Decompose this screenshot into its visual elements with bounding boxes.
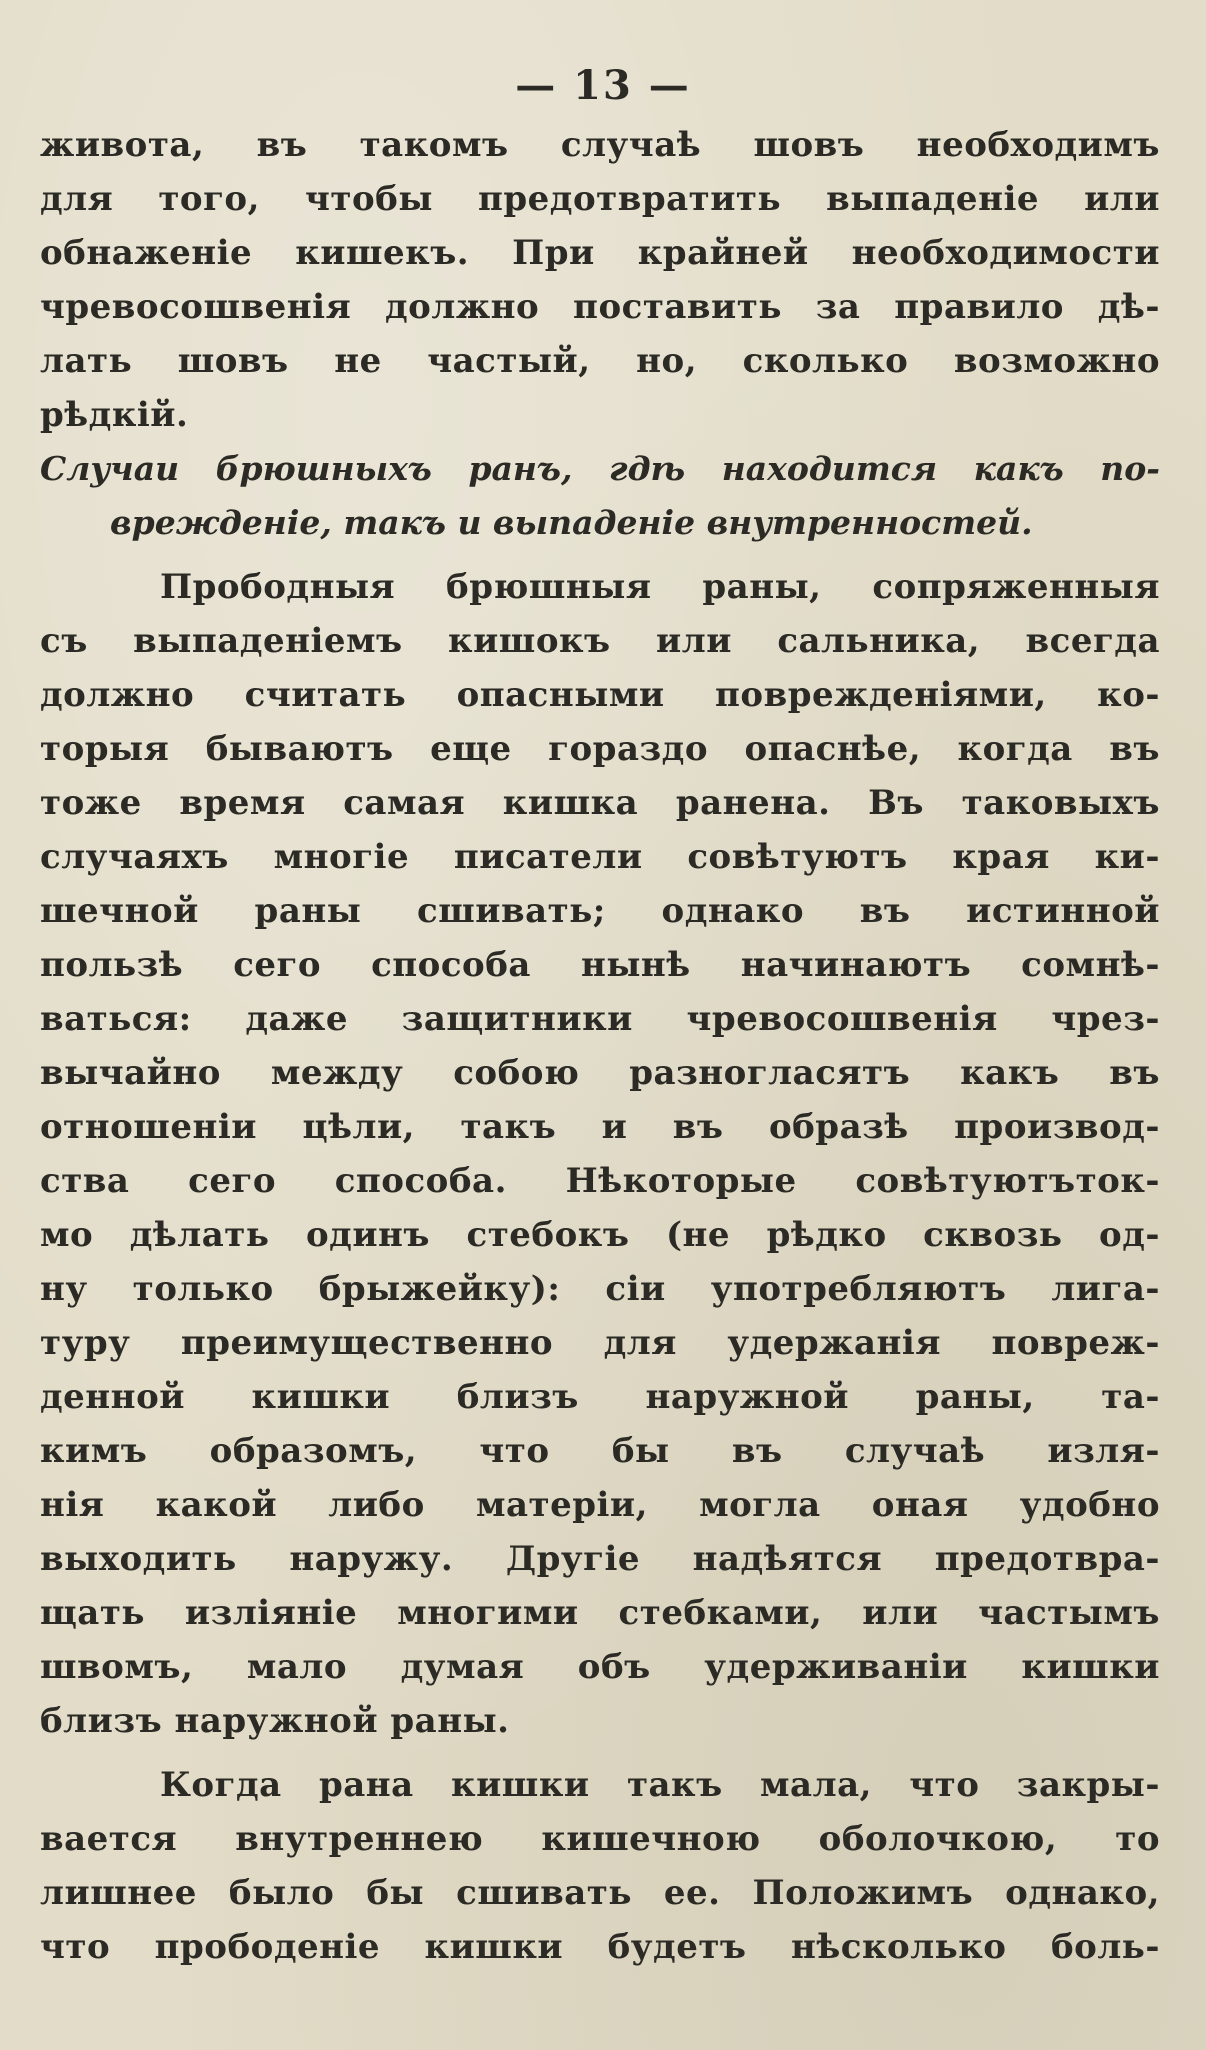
text-line: вается внутреннею кишечною оболочкою, то xyxy=(40,1819,1160,1859)
text-line: съ выпаденіемъ кишокъ или сальника, всегда xyxy=(40,621,1160,661)
text-line: нія какой либо матеріи, могла оная удобно xyxy=(40,1485,1160,1525)
text-line: живота, въ такомъ случаѣ шовъ необходимъ xyxy=(40,125,1160,165)
text-line: рѣдкій. xyxy=(40,395,189,435)
text-block xyxy=(40,118,1160,1974)
text-line: лать шовъ не частый, но, сколько возможно xyxy=(40,341,1160,381)
text-line: швомъ, мало думая объ удерживаніи кишки xyxy=(40,1647,1160,1687)
text-line: Прободныя брюшныя раны, сопряженныя xyxy=(160,567,1160,607)
text-line: близъ наружной раны. xyxy=(40,1701,510,1741)
text-line: Когда рана кишки такъ мала, что закры- xyxy=(160,1765,1160,1805)
text-line: ваться: даже защитники чревосошвенія чрез- xyxy=(40,999,1160,1039)
text-line: для того, чтобы предотвратить выпаденіе или xyxy=(40,179,1160,219)
section-heading xyxy=(40,442,1160,550)
text-line: обнаженіе кишекъ. При крайней необходимости xyxy=(40,233,1160,273)
text-line: чревосошвенія должно поставить за правило дѣ- xyxy=(40,287,1160,327)
text-line: должно считать опасными поврежденіями, ко- xyxy=(40,675,1160,715)
text-line: торыя бываютъ еще гораздо опаснѣе, когда въ xyxy=(40,729,1160,769)
text-line: денной кишки близъ наружной раны, та- xyxy=(40,1377,1160,1417)
paragraph-3 xyxy=(40,1758,1160,1974)
text-line: ства сего способа. Нѣкоторые совѣтуютъток- xyxy=(40,1161,1160,1201)
text-line: вычайно между собою разногласятъ какъ въ xyxy=(40,1053,1160,1093)
text-line: тоже время самая кишка ранена. Въ таковыхъ xyxy=(40,783,1160,823)
text-line: туру преимущественно для удержанія повреж- xyxy=(40,1323,1160,1363)
text-line: пользѣ сего способа нынѣ начинаютъ сомнѣ- xyxy=(40,945,1160,985)
page-number: — 13 — xyxy=(515,62,691,109)
text-line: мо дѣлать одинъ стебокъ (не рѣдко сквозь од- xyxy=(40,1215,1160,1255)
text-line: случаяхъ многіе писатели совѣтуютъ края ки- xyxy=(40,837,1160,877)
paragraph-2 xyxy=(40,560,1160,1748)
text-line: выходить наружу. Другіе надѣятся предотвра- xyxy=(40,1539,1160,1579)
text-line: ну только брыжейку): сіи употребляютъ лига- xyxy=(40,1269,1160,1309)
heading-line: Случаи брюшныхъ ранъ, гдѣ находится какъ по- xyxy=(40,449,1160,488)
text-line: кимъ образомъ, что бы въ случаѣ изля- xyxy=(40,1431,1160,1471)
heading-line: врежденіе, такъ и выпаденіе внутренностей. xyxy=(110,503,1033,542)
text-line: лишнее было бы сшивать ее. Положимъ однако, xyxy=(40,1873,1160,1913)
text-line: что прободеніе кишки будетъ нѣсколько боль- xyxy=(40,1927,1160,1967)
text-line: шечной раны сшивать; однако въ истинной xyxy=(40,891,1160,931)
paragraph-1 xyxy=(40,118,1160,442)
text-line: щать изліяніе многими стебками, или частымъ xyxy=(40,1593,1160,1633)
text-line: отношеніи цѣли, такъ и въ образѣ производ- xyxy=(40,1107,1160,1147)
